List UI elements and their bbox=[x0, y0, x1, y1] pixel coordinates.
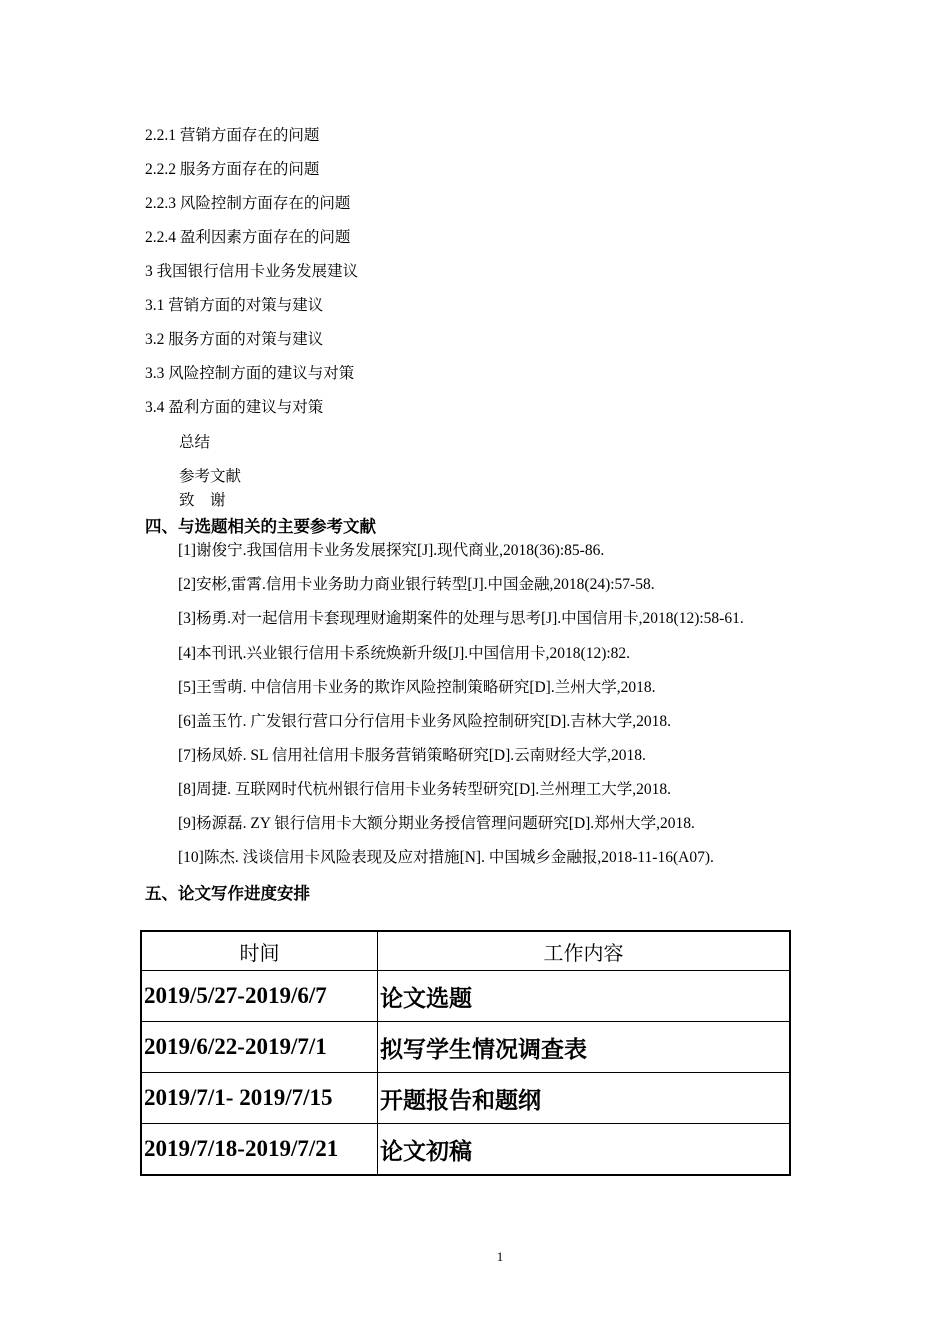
content-cell: 开题报告和题纲 bbox=[378, 1073, 791, 1124]
section-heading: 四、与选题相关的主要参考文献 bbox=[145, 517, 376, 536]
toc-item: 参考文献 bbox=[179, 468, 242, 485]
toc-item: 3.1 营销方面的对策与建议 bbox=[145, 297, 324, 314]
reference-item: [7]杨凤娇. SL 信用社信用卡服务营销策略研究[D].云南财经大学,2018. bbox=[178, 747, 646, 764]
reference-item: [4]本刊讯.兴业银行信用卡系统焕新升级[J].中国信用卡,2018(12):82. bbox=[178, 645, 631, 662]
table-header-row bbox=[141, 931, 790, 971]
toc-item: 2.2.3 风险控制方面存在的问题 bbox=[145, 195, 351, 212]
reference-item: [3]杨勇.对一起信用卡套现理财逾期案件的处理与思考[J].中国信用卡,2018(12):58-61. bbox=[178, 610, 744, 627]
section-heading: 五、论文写作进度安排 bbox=[145, 884, 310, 903]
time-cell: 2019/6/22-2019/7/1 bbox=[141, 1022, 378, 1073]
table-row bbox=[141, 1124, 790, 1176]
reference-item: [2]安彬,雷霄.信用卡业务助力商业银行转型[J].中国金融,2018(24):57-58. bbox=[178, 576, 655, 593]
time-cell: 2019/7/18-2019/7/21 bbox=[141, 1124, 378, 1176]
table-row bbox=[141, 971, 790, 1022]
toc-item: 3.4 盈利方面的建议与对策 bbox=[145, 399, 324, 416]
toc-item: 3.2 服务方面的对策与建议 bbox=[145, 331, 324, 348]
column-header-time: 时间 bbox=[141, 931, 378, 971]
toc-item: 总结 bbox=[179, 434, 211, 451]
toc-item: 致 谢 bbox=[179, 492, 226, 509]
toc-item: 2.2.1 营销方面存在的问题 bbox=[145, 127, 320, 144]
time-cell: 2019/5/27-2019/6/7 bbox=[141, 971, 378, 1022]
reference-item: [10]陈杰. 浅谈信用卡风险表现及应对措施[N]. 中国城乡金融报,2018-11-16(A07). bbox=[178, 849, 714, 866]
reference-item: [5]王雪萌. 中信信用卡业务的欺诈风险控制策略研究[D].兰州大学,2018. bbox=[178, 679, 656, 696]
toc-item: 3 我国银行信用卡业务发展建议 bbox=[145, 263, 359, 280]
reference-item: [8]周捷. 互联网时代杭州银行信用卡业务转型研究[D].兰州理工大学,2018. bbox=[178, 781, 671, 798]
reference-item: [6]盖玉竹. 广发银行营口分行信用卡业务风险控制研究[D].吉林大学,2018. bbox=[178, 713, 671, 730]
table-row bbox=[141, 1073, 790, 1124]
table-row bbox=[141, 1022, 790, 1073]
toc-item: 3.3 风险控制方面的建议与对策 bbox=[145, 365, 355, 382]
column-header-content: 工作内容 bbox=[378, 931, 791, 971]
reference-item: [1]谢俊宁.我国信用卡业务发展探究[J].现代商业,2018(36):85-86. bbox=[178, 542, 605, 559]
schedule-table bbox=[140, 930, 791, 1176]
toc-item: 2.2.4 盈利因素方面存在的问题 bbox=[145, 229, 351, 246]
content-cell: 论文初稿 bbox=[378, 1124, 791, 1176]
page-number: 1 bbox=[496, 1249, 504, 1264]
toc-item: 2.2.2 服务方面存在的问题 bbox=[145, 161, 320, 178]
content-cell: 论文选题 bbox=[378, 971, 791, 1022]
reference-item: [9]杨源磊. ZY 银行信用卡大额分期业务授信管理问题研究[D].郑州大学,2018. bbox=[178, 815, 695, 832]
time-cell: 2019/7/1- 2019/7/15 bbox=[141, 1073, 378, 1124]
content-cell: 拟写学生情况调查表 bbox=[378, 1022, 791, 1073]
